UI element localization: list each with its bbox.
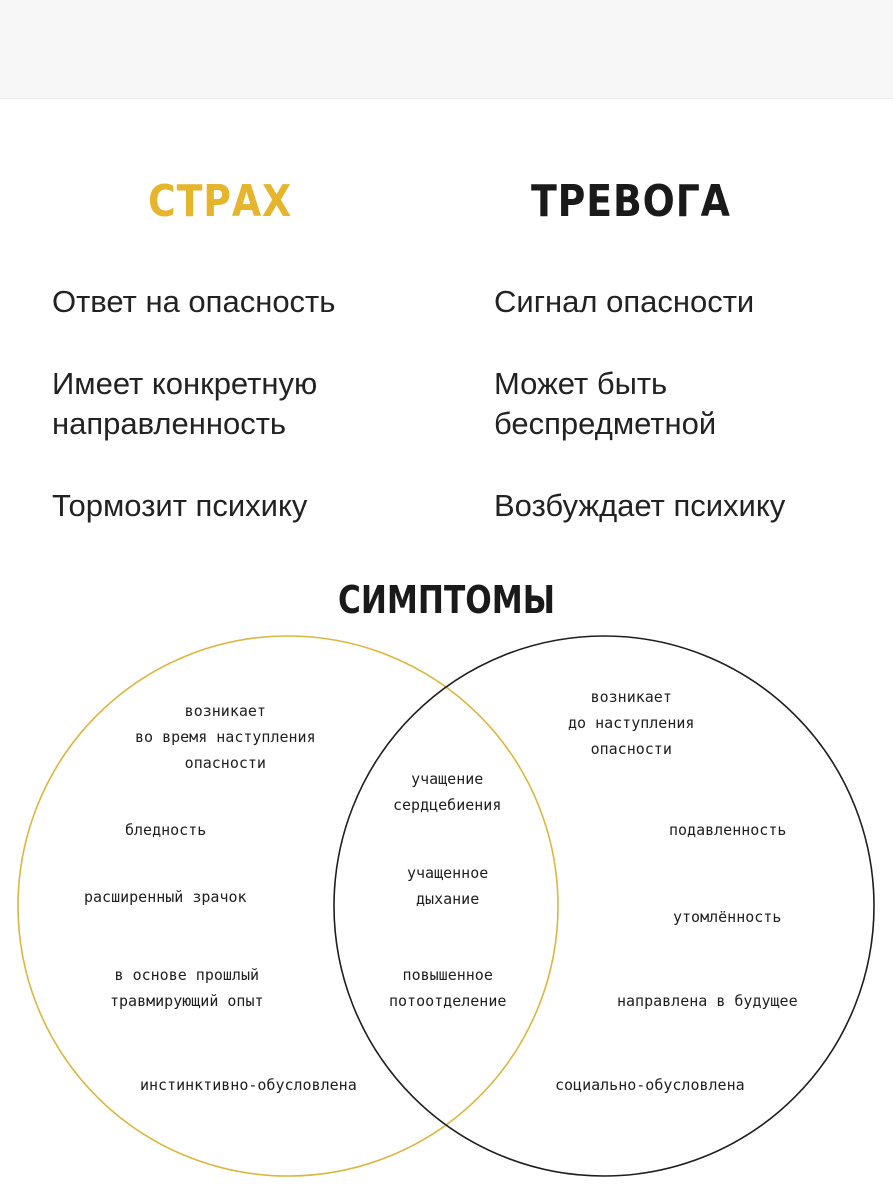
anxiety-symptom [673,904,781,930]
symptom-line: инстинктивно-обусловлена [140,1076,357,1094]
trait-line: направленность [52,406,287,441]
trait-line: Может быть [494,366,668,401]
trait-line: Возбуждает психику [494,488,786,523]
fear-symptom [110,962,264,1014]
fear-symptom [84,884,247,910]
symptom-line: во время наступления [135,728,316,746]
symptom-line: учащение [411,770,484,788]
anxiety-symptom [568,684,694,762]
symptom-line: сердцебиения [393,796,502,814]
shared-symptom [407,860,488,912]
fear-symptom [135,698,316,776]
fear-symptom [125,817,206,843]
trait-line: беспредметной [494,406,717,441]
fear-heading: СТРАХ [148,176,293,227]
symptom-line: потоотделение [389,992,507,1010]
shared-symptom [389,962,506,1014]
trait-line: Сигнал опасности [494,284,755,319]
symptom-line: учащенное [407,864,489,882]
shared-symptom [393,766,501,818]
symptom-line: возникает [590,688,672,706]
symptom-line: опасности [590,740,672,758]
symptom-line: бледность [125,821,207,839]
symptom-line: социально-обусловлена [555,1076,745,1094]
symptom-line: утомлённость [673,908,782,926]
symptom-line: в основе прошлый [114,966,260,984]
fear-symptom [140,1072,357,1098]
trait-line: Тормозит психику [52,488,308,523]
trait-line: Ответ на опасность [52,284,336,319]
symptom-line: травмирующий опыт [110,992,264,1010]
symptom-line: опасности [184,754,266,772]
symptom-line: расширенный зрачок [84,888,247,906]
symptom-line: повышенное [402,966,493,984]
symptoms-title: СИМПТОМЫ [337,578,556,622]
anxiety-symptom [617,988,798,1014]
anxiety-symptom [669,817,786,843]
symptom-line: направлена в будущее [617,992,798,1010]
anxiety-symptom [555,1072,745,1098]
trait-line: Имеет конкретную [52,366,318,401]
symptom-line: возникает [184,702,266,720]
symptom-line: дыхание [416,890,480,908]
symptom-line: подавленность [669,821,787,839]
symptom-line: до наступления [568,714,695,732]
anxiety-heading: ТРЕВОГА [531,176,731,227]
